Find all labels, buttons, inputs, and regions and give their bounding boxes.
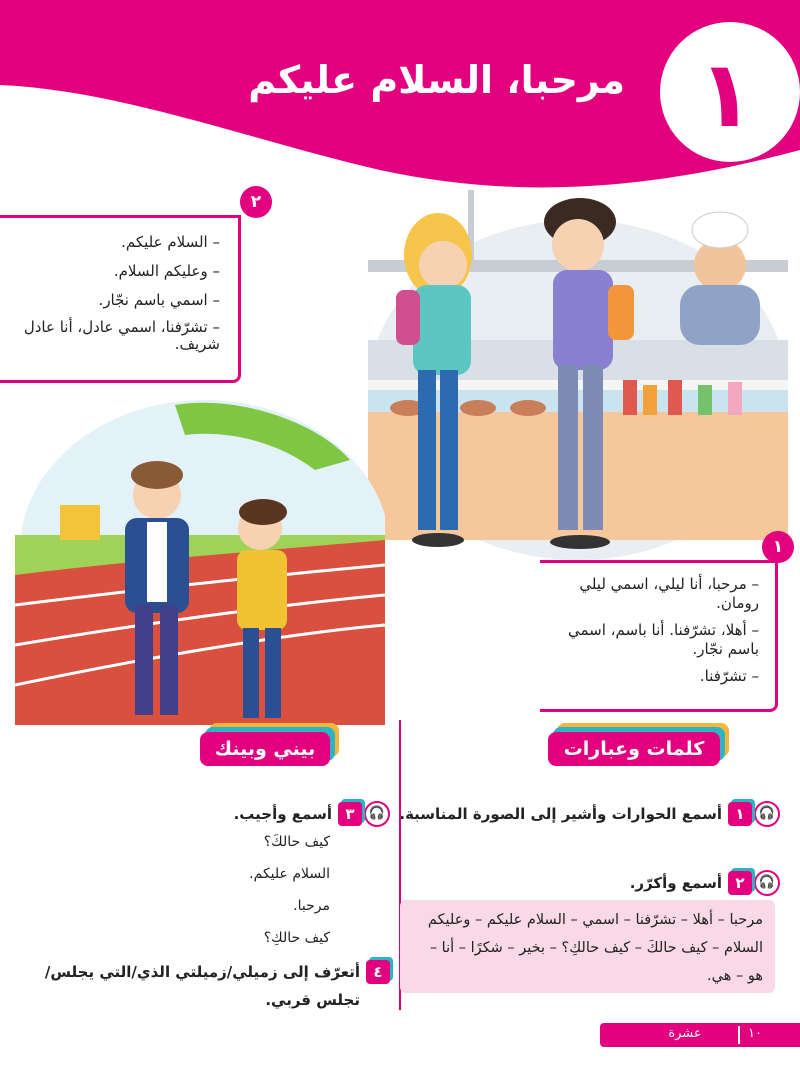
headphones-icon[interactable]: 🎧 <box>364 801 390 827</box>
vocabulary-box: مرحبا – أهلا – تشرّفنا – اسمي – السلام عليكم – وعليكم السلام – كيف حالكَ – كيف حالكِ؟ – بخير – شكرًا – أنا – هو – هي. <box>400 900 775 993</box>
lesson-title: مرحبا، السلام عليكم <box>248 58 625 102</box>
dialogue-2-line: – وعليكم السلام. <box>113 262 220 280</box>
lesson-number: ١ <box>697 41 755 148</box>
task-4 <box>20 958 390 1014</box>
task-3-item: مرحبا. <box>293 898 330 914</box>
dialogue-1-box <box>540 560 778 712</box>
dialogue-1-line: – مرحبا، أنا ليلي، اسمي ليلي رومان. <box>579 575 759 612</box>
task-1 <box>399 801 780 827</box>
section-vocabulary-title: كلمات وعبارات <box>548 732 720 766</box>
task-number-icon: ١ <box>728 802 752 826</box>
dialogue-1-line: – تشرّفنا. <box>699 667 759 685</box>
task-number-icon: ٢ <box>728 871 752 895</box>
task-3-item: السلام عليكم. <box>249 866 330 882</box>
task-1-icons <box>728 801 780 827</box>
track-scene-illustration <box>15 400 385 725</box>
headphones-icon[interactable]: 🎧 <box>754 870 780 896</box>
shop-scene-illustration <box>368 190 788 560</box>
task-3-item: كيف حالكَ؟ <box>263 834 330 850</box>
dialogue-2-line: – اسمي باسم نجّار. <box>98 291 220 309</box>
task-3-items <box>100 832 330 948</box>
dialogue-2-badge: ٢ <box>240 186 272 218</box>
section-between-us-title: بيني وبينك <box>200 732 330 766</box>
dialogue-1-badge: ١ <box>762 531 794 563</box>
headphones-icon[interactable]: 🎧 <box>754 801 780 827</box>
task-2 <box>405 870 780 896</box>
task-3 <box>20 801 390 827</box>
task-3-item: كيف حالكِ؟ <box>263 930 330 946</box>
dialogue-1-line: – أهلا، تشرّفنا. أنا باسم، اسمي باسم نجّار. <box>567 621 759 658</box>
task-3-instruction: أسمع وأجيب. <box>233 805 332 823</box>
task-1-instruction: أسمع الحوارات وأشير إلى الصورة المناسبة. <box>399 805 722 823</box>
task-4-instruction: أتعرّف إلى زميلي/زميلتي الذي/التي يجلس/تجلس قربي. <box>44 963 360 1009</box>
task-2-instruction: أسمع وأكرّر. <box>629 874 722 892</box>
dialogue-2-line: – تشرّفنا، اسمي عادل، أنا عادل شريف. <box>23 318 220 353</box>
task-number-icon: ٣ <box>338 802 362 826</box>
dialogue-2-line: – السلام عليكم. <box>121 233 220 251</box>
task-number-icon: ٤ <box>366 960 390 984</box>
task-4-icons <box>366 958 390 984</box>
page-number: ١٠ <box>748 1026 762 1041</box>
dialogue-2-box <box>0 215 241 383</box>
task-3-icons <box>338 801 390 827</box>
page-number-word: عشرة <box>668 1026 702 1041</box>
task-2-icons <box>728 870 780 896</box>
